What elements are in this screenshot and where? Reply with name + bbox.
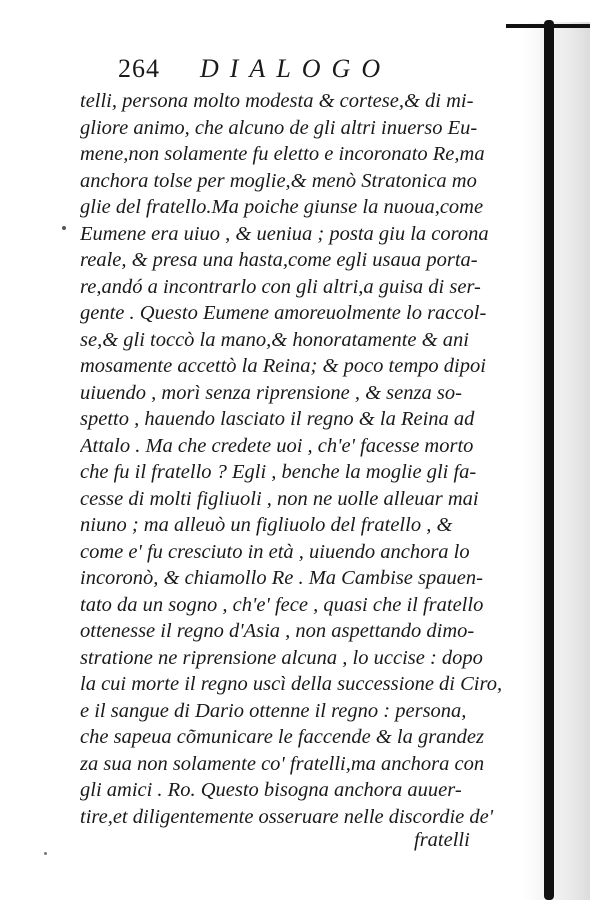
catchword: fratelli — [414, 829, 470, 851]
text-line: glie del fratello.Ma poiche giunse la nuoua,come — [80, 196, 484, 218]
text-line: che fu il fratello ? Egli , benche la moglie gli fa- — [80, 461, 477, 483]
page-header — [118, 52, 438, 86]
text-line: come e' fu cresciuto in età , uiuendo anchora lo — [80, 540, 470, 563]
text-line: stratione ne riprensione alcuna , lo uccise : dopo — [80, 646, 483, 669]
text-line: e il sangue di Dario ottenne il regno : persona, — [80, 699, 467, 722]
text-line: mosamente accettò la Reina; & poco tempo dipoi — [80, 355, 486, 377]
text-line: la cui morte il regno uscì della successione di Ciro, — [80, 673, 503, 695]
text-line: reale, & presa una hasta,come egli usaua porta- — [80, 249, 478, 271]
running-head: DIALOGO — [200, 54, 392, 83]
text-line: spetto , hauendo lasciato il regno & la Reina ad — [80, 408, 475, 430]
text-line: re,andó a incontrarlo con gli altri,a guisa di ser- — [80, 275, 481, 298]
body-text — [80, 88, 510, 830]
text-line: cesse di molti figliuoli , non ne uolle alleuar mai — [80, 487, 479, 510]
text-line: tato da un sogno , ch'e' fece , quasi che il fratello — [80, 593, 484, 616]
text-line: anchora tolse per moglie,& menò Stratonica mo — [80, 169, 477, 192]
text-line: se,& gli toccò la mano,& honoratamente & ani — [80, 328, 469, 351]
text-line: uiuendo , morì senza riprensione , & senza so- — [80, 381, 462, 404]
text-line: Attalo . Ma che credete uoi , ch'e' facesse morto — [80, 434, 474, 457]
margin-speck — [44, 852, 47, 855]
text-line: Eumene era uiuo , & ueniua ; posta giu la corona — [80, 222, 489, 245]
text-line: mene,non solamente fu eletto e incoronato Re,ma — [80, 143, 485, 165]
text-line: telli, persona molto modesta & cortese,& di mi- — [80, 90, 474, 112]
text-line: gli amici . Ro. Questo bisogna anchora auuer- — [80, 779, 462, 801]
text-line: che sapeua cõmunicare le faccende & la grandez — [80, 726, 484, 748]
page-number: 264 — [118, 54, 160, 83]
text-line: za sua non solamente co' fratelli,ma anchora con — [80, 752, 485, 775]
book-spine-edge — [544, 20, 554, 900]
text-line: tire,et diligentemente osseruare nelle discordie de' — [80, 805, 494, 828]
text-line: gente . Questo Eumene amoreuolmente lo raccol- — [80, 302, 487, 324]
text-line: ottenesse il regno d'Asia , non aspettando dimo- — [80, 620, 475, 642]
text-line: gliore animo, che alcuno de gli altri inuerso Eu- — [80, 116, 478, 139]
margin-speck — [62, 226, 66, 230]
text-line: incoronò, & chiamollo Re . Ma Cambise spauen- — [80, 567, 483, 589]
binding-shadow — [522, 22, 590, 900]
text-line: niuno ; ma alleuò un figliuolo del fratello , & — [80, 514, 453, 536]
